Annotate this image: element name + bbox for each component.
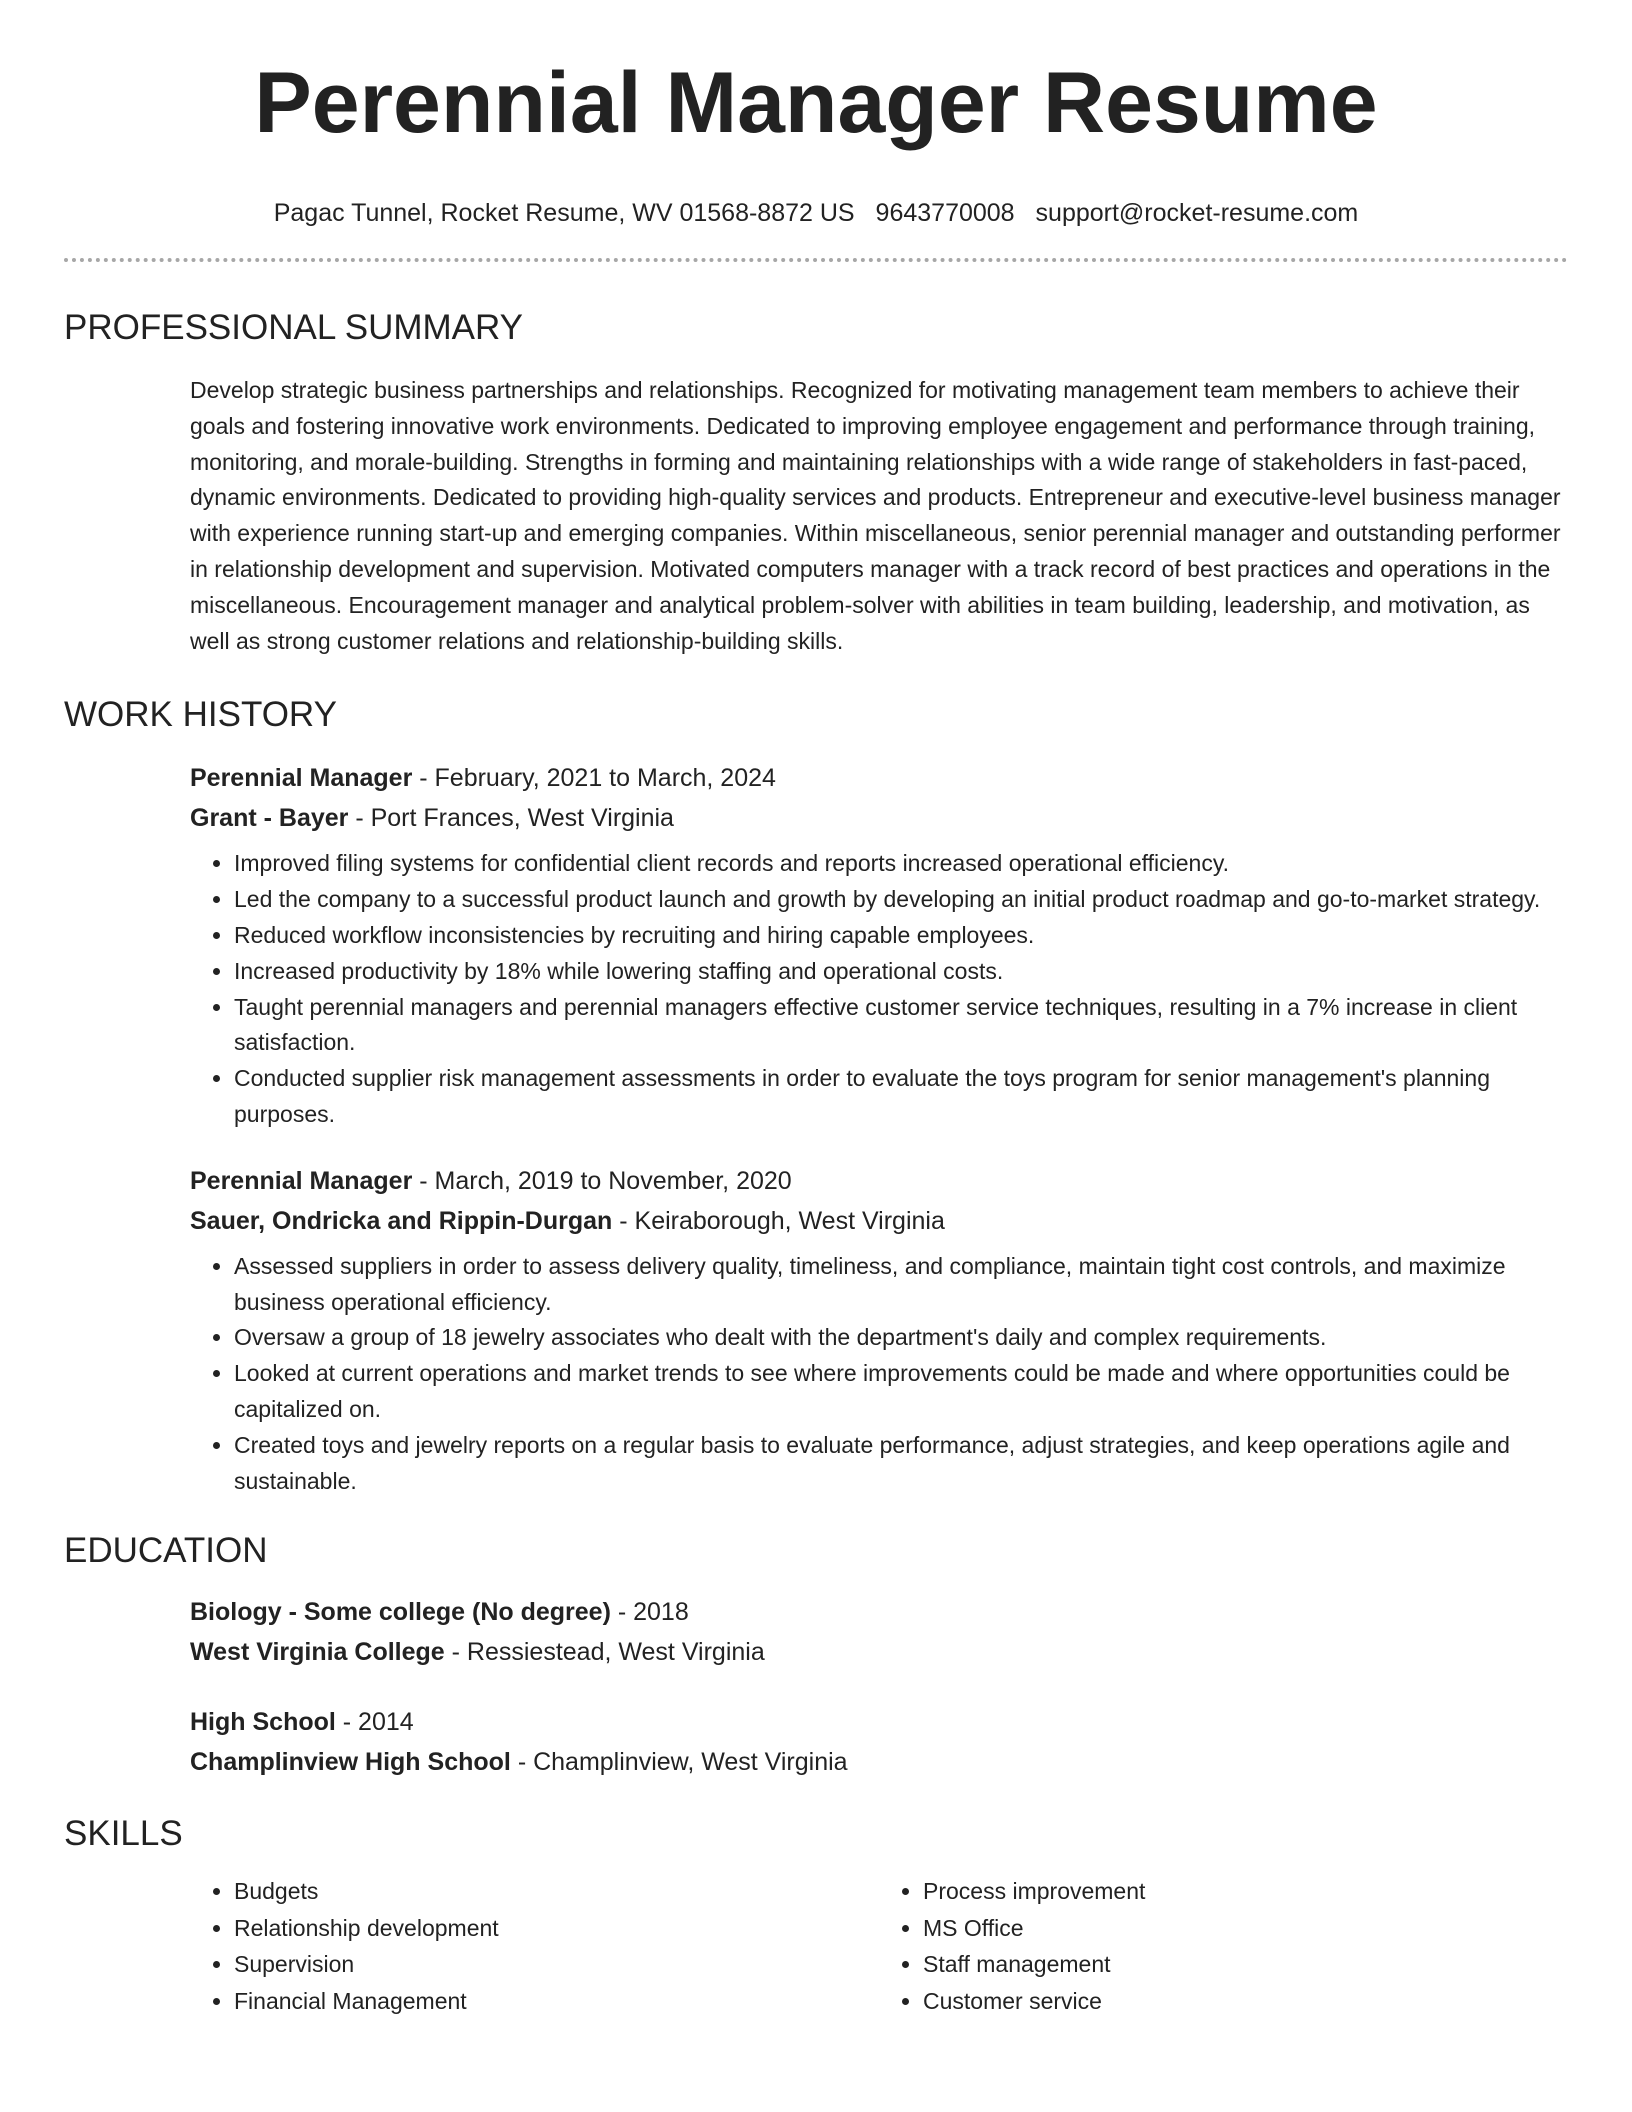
skills-column-left [190,1873,879,2019]
education-school-line [190,1632,1568,1672]
education-school: West Virginia College [190,1638,445,1667]
skills-heading: SKILLS [64,1814,183,1854]
education-school-line [190,1742,1568,1782]
job-entry [190,758,1568,1132]
summary-heading: PROFESSIONAL SUMMARY [64,308,523,347]
work-history-heading: WORK HISTORY [64,695,337,735]
contact-email: support@rocket-resume.com [1035,199,1359,227]
skill-item: • Process improvement [923,1873,1568,1910]
job-title-line [190,1161,1568,1201]
education-location: - Champlinview, West Virginia [510,1748,848,1777]
skill-item: • Staff management [923,1946,1568,1983]
list-item: • Created toys and jewelry reports on a regular basis to evaluate performance, adjust strategies, and keep operations agile and sustainable. [234,1428,1568,1500]
contact-line [64,198,1568,228]
list-item: • Assessed suppliers in order to assess delivery quality, timeliness, and compliance, maintain tight cost controls, and maximize business operational efficiency. [234,1249,1568,1321]
contact-phone: 9643770008 [875,199,1015,227]
skill-item: • Financial Management [234,1983,879,2020]
list-item: • Increased productivity by 18% while lowering staffing and operational costs. [234,954,1568,990]
summary-text: Develop strategic business partnerships and relationships. Recognized for motivating management team members to achieve their goals and fostering innovative work environments. Dedicated to improving employee engagement and performance through training, monitoring, and morale-building. Strengths in forming and maintaining relationships with a wide range of stakeholders in fast-paced, dynamic environments. Dedicated to providing high-quality services and products. Entrepreneur and executive-level business manager with experience running start-up and emerging companies. Within miscellaneous, senior perennial manager and outstanding performer in relationship development and supervision. Motivated computers manager with a track record of best practices and operations in the miscellaneous. Encouragement manager and analytical problem-solver with abilities in team building, leadership, and motivation, as well as strong customer relations and relationship-building skills. [190,377,1561,654]
job-bullets [190,846,1568,1132]
skill-item: • Relationship development [234,1910,879,1947]
header-divider [64,258,1568,262]
list-item: • Looked at current operations and market trends to see where improvements could be made and where opportunities could be capitalized on. [234,1356,1568,1428]
job-location: - Keiraborough, West Virginia [612,1206,945,1235]
skill-item: • Budgets [234,1873,879,1910]
education-year: - 2014 [335,1708,414,1737]
job-dates: - March, 2019 to November, 2020 [412,1166,792,1195]
contact-address: Pagac Tunnel, Rocket Resume, WV 01568-8872 US [273,199,855,227]
list-item: • Reduced workflow inconsistencies by recruiting and hiring capable employees. [234,918,1568,954]
job-location: - Port Frances, West Virginia [348,804,674,833]
job-company: Sauer, Ondricka and Rippin-Durgan [190,1206,613,1235]
education-degree-line [190,1592,1568,1632]
education-entry [190,1592,1568,1672]
education-entry [190,1702,1568,1782]
education-school: Champlinview High School [190,1748,511,1777]
list-item: • Improved filing systems for confidential client records and reports increased operational efficiency. [234,846,1568,882]
skills-column-right [879,1873,1568,2019]
education-year: - 2018 [610,1598,689,1627]
job-title-line [190,758,1568,798]
skill-item: • Supervision [234,1946,879,1983]
skill-item: • MS Office [923,1910,1568,1947]
skill-item: • Customer service [923,1983,1568,2020]
education-degree-line [190,1702,1568,1742]
education-degree: High School [190,1708,336,1737]
education-heading: EDUCATION [64,1531,268,1571]
list-item: • Oversaw a group of 18 jewelry associates who dealt with the department's daily and complex requirements. [234,1320,1568,1356]
job-company-line [190,1201,1568,1241]
list-item: • Taught perennial managers and perennial managers effective customer service techniques, resulting in a 7% increase in client satisfaction. [234,990,1568,1062]
job-entry [190,1161,1568,1500]
job-title: Perennial Manager [190,764,413,793]
job-title: Perennial Manager [190,1166,413,1195]
page-title: Perennial Manager Resume [254,55,1378,151]
job-bullets [190,1249,1568,1500]
job-company: Grant - Bayer [190,804,349,833]
job-dates: - February, 2021 to March, 2024 [412,764,776,793]
job-company-line [190,798,1568,838]
skills-list [190,1873,1568,2019]
list-item: • Led the company to a successful product launch and growth by developing an initial product roadmap and go-to-market strategy. [234,882,1568,918]
education-location: - Ressiestead, West Virginia [444,1638,765,1667]
list-item: • Conducted supplier risk management assessments in order to evaluate the toys program for senior management's planning purposes. [234,1061,1568,1133]
education-degree: Biology - Some college (No degree) [190,1598,611,1627]
